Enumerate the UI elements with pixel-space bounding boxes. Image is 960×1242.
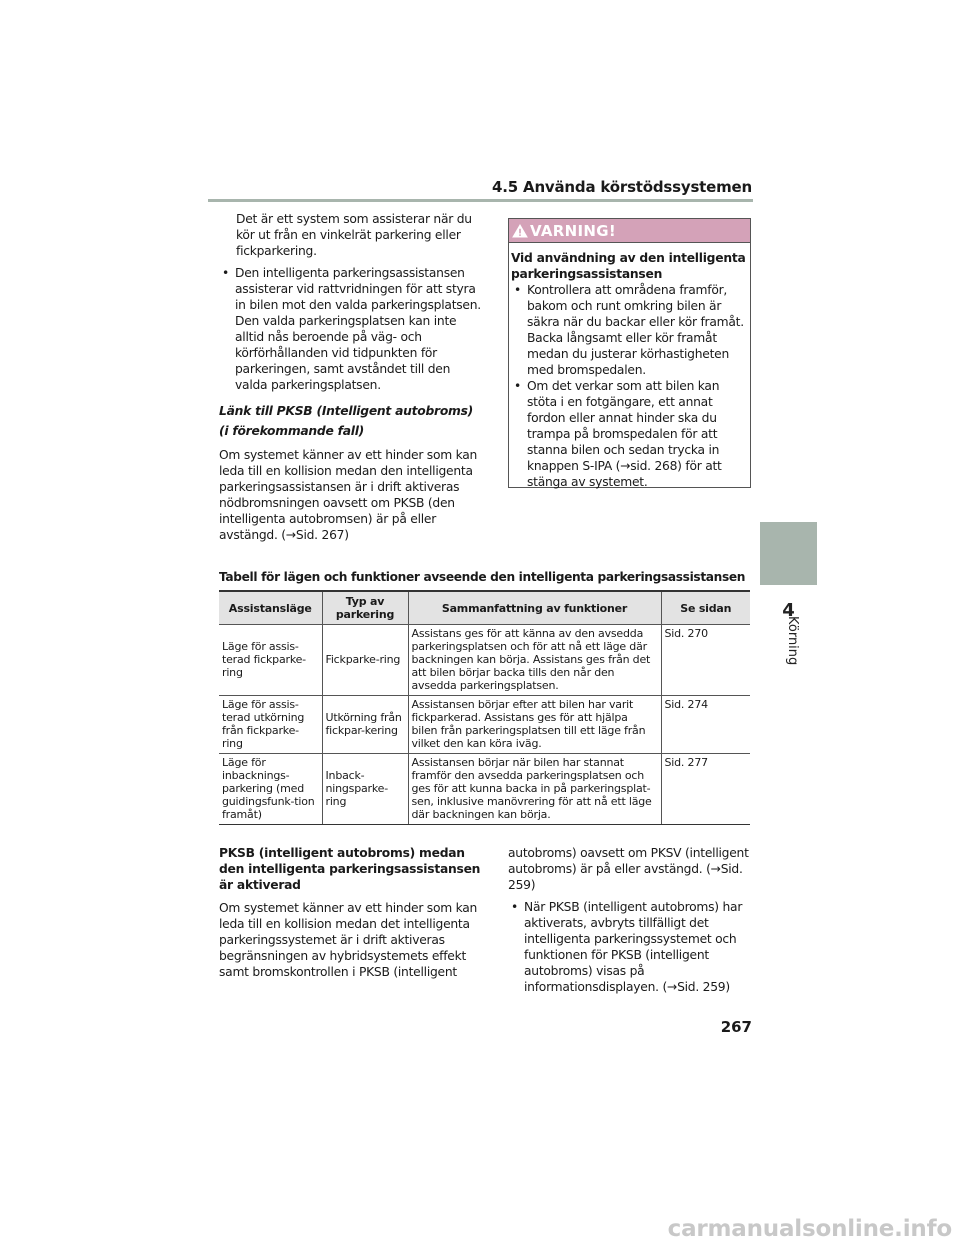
list-item: • När PKSB (intelligent autobroms) har aktiverats, avbryts tillfälligt det intelligenta parkeringssystemet och funktionen för PKSB (intelligent autobroms) visas på informationsdisplayen. (→Sid. 259): [508, 899, 753, 995]
warning-label: VARNING!: [530, 221, 616, 240]
table-cell: Assistansen börjar efter att bilen har varit fickparkerad. Assistans ges för att hjälpa bilen från parkeringsplatsen till ett läge från vilket den kan köra iväg.: [408, 696, 661, 754]
table-cell: Inback-ningsparke-ring: [322, 754, 408, 825]
section-title: 4.5 Använda körstödssystemen: [492, 178, 752, 196]
watermark: carmanualsonline.info: [667, 1216, 952, 1242]
warning-body: [509, 243, 750, 490]
chapter-number: 4: [782, 600, 795, 621]
column-header: Sammanfattning av funktioner: [408, 591, 661, 625]
paragraph: Om systemet känner av ett hinder som kan leda till en kollision medan den intelligenta parkeringsassistansen är i drift aktiveras nödbromsningen oavsett om PKSB (den intelligenta autobromsen) är på eller avstängd. (→Sid. 267): [219, 448, 478, 542]
table-cell: Läge för inbacknings-parkering (med guidingsfunk-tion framåt): [219, 754, 322, 825]
table-cell: Sid. 270: [661, 625, 750, 696]
list-item: [219, 265, 481, 393]
table-row: [219, 625, 750, 696]
modes-table: [219, 590, 750, 825]
table-cell: Assistansen börjar när bilen har stannat framför den avsedda parkeringsplatsen och ges för att kunna backa in på parkeringsplat-sen, inklusive manövrering för att nå ett läge där backningen kan börja.: [408, 754, 661, 825]
table-cell: Läge för assis-terad utkörning från fickparke-ring: [219, 696, 322, 754]
bullet-text-continued: Den valda parkeringsplatsen kan inte alltid nås beroende på väg- och körförhållanden vid tidpunkten för parkeringen, samt avståndet till den valda parkeringsplatsen.: [235, 314, 457, 392]
table-row: [219, 754, 750, 825]
warning-title: Vid användning av den intelligenta parkeringsassistansen: [511, 251, 746, 281]
warning-item: • Om det verkar som att bilen kan stöta i en fotgängare, ett annat fordon eller annat hinder ska du trampa på bromspedalen för att stanna bilen och sedan trycka in knappen S-IPA (→sid. 268) för att stänga av systemet.: [511, 378, 746, 490]
bullet-text: Den intelligenta parkeringsassistansen assisterar vid rattvridningen för att styra in bilen mot den valda parkeringsplatsen.: [235, 266, 481, 312]
warning-triangle-icon: [512, 224, 528, 238]
column-header: Assistansläge: [219, 591, 322, 625]
intro-continuation: Det är ett system som assisterar när du kör ut från en vinkelrät parkering eller fickparkering.: [236, 212, 472, 258]
page-number: 267: [720, 1018, 752, 1036]
warning-item: • Kontrollera att områdena framför, bakom och runt omkring bilen är säkra när du backar eller kör framåt. Backa långsamt eller kör framåt medan du justerar körhastigheten med bromspedalen.: [511, 282, 746, 378]
paragraph: Om systemet känner av ett hinder som kan leda till en kollision medan det intelligenta parkeringssystemet är i drift aktiveras begränsningen av hybridsystemets effekt samt bromskontrollen i PKSB (intelligent: [219, 901, 478, 979]
table-cell: Assistans ges för att känna av den avsedda parkeringsplatsen och för att nå ett läge där backningen kan börja. Assistans ges från det att bilen börjar backa tills den når den avsedda parkeringsplatsen.: [408, 625, 661, 696]
table-cell: Läge för assis-terad fickparke-ring: [219, 625, 322, 696]
table-cell: Utkörning från fickpar-kering: [322, 696, 408, 754]
bottom-left-column: [219, 845, 481, 980]
table-cell: Sid. 274: [661, 696, 750, 754]
table-header-row: [219, 591, 750, 625]
section-heading: PKSB (intelligent autobroms) medan den intelligenta parkeringsassistansen är aktiverad: [219, 846, 481, 892]
subheading-line-1: Länk till PKSB (Intelligent autobroms): [219, 404, 474, 418]
table-cell: Sid. 277: [661, 754, 750, 825]
warning-box: [508, 218, 751, 488]
chapter-label: Körning: [785, 616, 800, 666]
paragraph-continuation: autobroms) oavsett om PKSV (intelligent autobroms) är på eller avstängd. (→Sid. 259): [508, 846, 749, 892]
bottom-right-column: [508, 845, 753, 995]
header-rule: [208, 199, 753, 202]
subheading: [219, 401, 481, 441]
table-title: Tabell för lägen och funktioner avseende den intelligenta parkeringsassistansen: [219, 570, 746, 584]
table-cell: Fickparke-ring: [322, 625, 408, 696]
warning-header: [509, 219, 750, 243]
subheading-line-2: (i förekommande fall): [219, 424, 365, 438]
left-column: [219, 211, 481, 543]
column-header: Se sidan: [661, 591, 750, 625]
table-row: [219, 696, 750, 754]
chapter-tab: [760, 522, 817, 585]
column-header: Typ av parkering: [322, 591, 408, 625]
